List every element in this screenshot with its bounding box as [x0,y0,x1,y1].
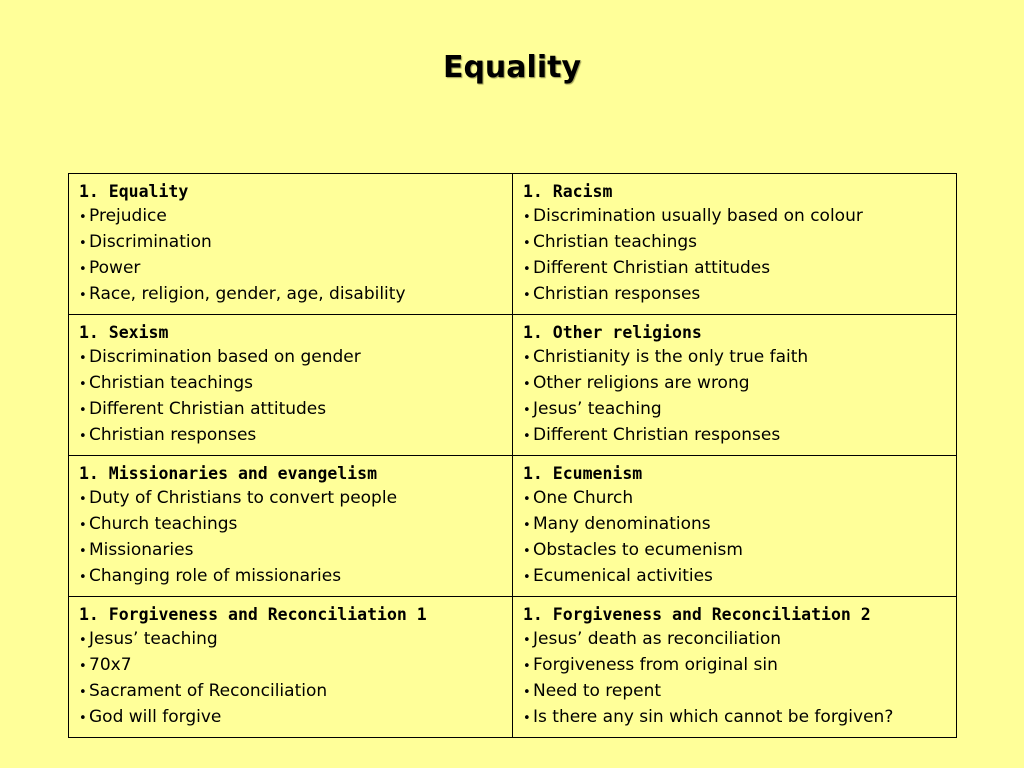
bullet-icon: • [79,262,87,277]
bullet-icon: • [523,633,531,648]
list-item [79,397,502,423]
topic-bullet-list [79,627,502,731]
bullet-icon: • [523,288,531,303]
bullet-icon: • [79,685,87,700]
list-item-text: Missionaries [89,540,194,560]
bullet-icon: • [79,288,87,303]
topic-cell [69,315,513,456]
list-item-text: Power [89,258,141,278]
list-item-text: Jesus’ teaching [533,399,662,419]
topic-bullet-list [79,204,502,308]
list-item-text: Sacrament of Reconciliation [89,681,328,701]
bullet-icon: • [79,351,87,366]
topics-table [68,173,957,738]
list-item [79,371,502,397]
topic-cell [513,174,957,315]
list-item [79,256,502,282]
list-item-text: Jesus’ teaching [89,629,218,649]
topic-heading: 1. Ecumenism [523,464,643,483]
list-item [79,204,502,230]
list-item-text: Christian responses [89,425,257,445]
topic-heading: 1. Forgiveness and Reconciliation 2 [523,605,871,624]
topic-cell [69,174,513,315]
list-item [79,282,502,308]
bullet-icon: • [79,377,87,392]
topic-bullet-list [523,486,946,590]
list-item [79,345,502,371]
list-item-text: Other religions are wrong [533,373,750,393]
list-item [523,653,946,679]
list-item [523,705,946,731]
list-item-text: Is there any sin which cannot be forgiven? [533,707,894,727]
list-item [523,486,946,512]
list-item [523,282,946,308]
topic-bullet-list [523,204,946,308]
bullet-icon: • [523,685,531,700]
topic-cell [69,456,513,597]
bullet-icon: • [79,659,87,674]
list-item-text: Christianity is the only true faith [533,347,809,367]
list-item-text: Different Christian attitudes [533,258,771,278]
bullet-icon: • [79,518,87,533]
list-item-text: Christian teachings [89,373,254,393]
bullet-icon: • [523,659,531,674]
list-item [523,538,946,564]
bullet-icon: • [79,633,87,648]
table-row [69,456,957,597]
topic-heading: 1. Other religions [523,323,702,342]
list-item [79,538,502,564]
bullet-icon: • [523,262,531,277]
topic-heading: 1. Missionaries and evangelism [79,464,378,483]
list-item [523,397,946,423]
bullet-icon: • [523,711,531,726]
list-item [79,512,502,538]
list-item [79,486,502,512]
list-item-text: God will forgive [89,707,222,727]
list-item [79,679,502,705]
bullet-icon: • [523,518,531,533]
list-item [523,230,946,256]
list-item-text: Different Christian responses [533,425,781,445]
list-item-text: Church teachings [89,514,238,534]
list-item [523,627,946,653]
table-row [69,315,957,456]
list-item [523,256,946,282]
topic-bullet-list [79,345,502,449]
list-item-text: Obstacles to ecumenism [533,540,743,560]
table-row [69,597,957,738]
list-item [523,371,946,397]
bullet-icon: • [79,236,87,251]
bullet-icon: • [79,711,87,726]
bullet-icon: • [523,403,531,418]
list-item [523,512,946,538]
list-item [79,230,502,256]
list-item-text: Christian responses [533,284,701,304]
topic-cell [513,597,957,738]
list-item-text: Many denominations [533,514,711,534]
list-item-text: Race, religion, gender, age, disability [89,284,406,304]
bullet-icon: • [79,210,87,225]
bullet-icon: • [523,236,531,251]
slide-title: Equality [442,50,582,85]
bullet-icon: • [523,377,531,392]
list-item-text: Different Christian attitudes [89,399,327,419]
bullet-icon: • [79,429,87,444]
list-item-text: Discrimination [89,232,212,252]
topic-bullet-list [523,345,946,449]
list-item-text: Duty of Christians to convert people [89,488,398,508]
topic-bullet-list [523,627,946,731]
bullet-icon: • [523,351,531,366]
list-item-text: One Church [533,488,634,508]
topic-cell [513,456,957,597]
list-item-text: Need to repent [533,681,662,701]
bullet-icon: • [79,544,87,559]
list-item-text: Prejudice [89,206,167,226]
list-item-text: Discrimination based on gender [89,347,361,367]
topic-cell [69,597,513,738]
table-row [69,174,957,315]
bullet-icon: • [523,210,531,225]
bullet-icon: • [79,570,87,585]
list-item-text: 70x7 [89,655,132,675]
list-item-text: Forgiveness from original sin [533,655,778,675]
list-item [523,204,946,230]
bullet-icon: • [79,403,87,418]
bullet-icon: • [79,492,87,507]
bullet-icon: • [523,429,531,444]
topic-bullet-list [79,486,502,590]
list-item [79,627,502,653]
topic-heading: 1. Racism [523,182,613,201]
topic-heading: 1. Sexism [79,323,169,342]
list-item [523,423,946,449]
topic-cell [513,315,957,456]
list-item-text: Christian teachings [533,232,698,252]
list-item [523,564,946,590]
list-item-text: Discrimination usually based on colour [533,206,863,226]
list-item [79,564,502,590]
bullet-icon: • [523,544,531,559]
topics-table-body [69,174,957,738]
list-item [523,679,946,705]
bullet-icon: • [523,492,531,507]
list-item [79,705,502,731]
list-item [523,345,946,371]
list-item-text: Changing role of missionaries [89,566,342,586]
list-item [79,423,502,449]
list-item [79,653,502,679]
topic-heading: 1. Equality [79,182,189,201]
bullet-icon: • [523,570,531,585]
topic-heading: 1. Forgiveness and Reconciliation 1 [79,605,427,624]
list-item-text: Ecumenical activities [533,566,713,586]
list-item-text: Jesus’ death as reconciliation [533,629,782,649]
